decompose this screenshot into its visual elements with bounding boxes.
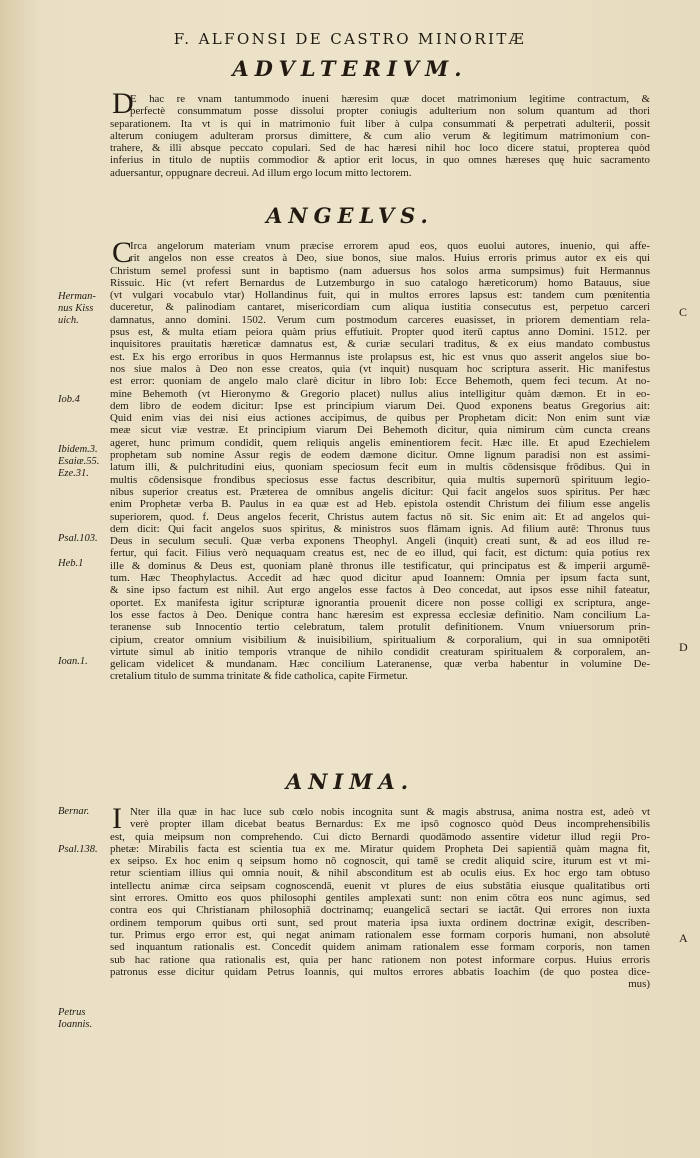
text-line: retur scientiam illius qui omnia nouit, & nihil absconditum est ab oculis eius. Ex hoc ergo tam obtuso [110, 867, 650, 880]
text-line: inquisitores prauitatis hæreticæ damnatus est, & curiæ seculari traditus, & ex eius mandato combustus [110, 338, 650, 351]
text-line: Christum semel professi sunt in baptismo (nam aduersus hos solos arma sumpsimus) fuit Hermannus [110, 264, 650, 277]
text-line: ille & dominus & Deus est, quoniam planè thronus ille testificatur, qui principatus est & imperii argumē- [110, 559, 650, 572]
margin-note: nus Kiss [58, 303, 94, 314]
text-line: mine Behemoth (vt Hieronymo & Gregorio placet) nullus alius intelligitur quàm dæmon. Et in eo- [110, 387, 650, 400]
text-line: patronus esse dicitur quidam Petrus Ioannis, qui multos errores abbatis Ioachim (de quo postea dice- [110, 965, 650, 978]
text-line: alterum coniugem adulteram prorsus dimittere, & cum alio verum & legitimum matrimonium con- [110, 129, 650, 142]
text-line: virtute simul ab initio temporis vtranque de nihilo condidit creaturam spiritualem & corporalem, an- [110, 645, 650, 658]
text-line: los esse factos à Deo. Denique contra hanc hæresim est expressa ecclesiæ definitio. Nam concilium La- [110, 608, 650, 621]
text-line: ex seipso. Ex hoc enim q seipsum homo nō cognoscit, qui tamē se credit aliquid scire, iturum est vt mi- [110, 855, 650, 868]
text-line: Nter illa quæ in hac luce sub cœlo nobis incognita sunt & magis abstrusa, anima nostra est, adeò vt [130, 806, 650, 818]
margin-note: Psal.138. [58, 844, 98, 855]
paragraph-adulterium [110, 93, 650, 179]
text-line: Rissuic. Hic (vt refert Bernardus de Lutzemburgo in suo catalogo hæreticorum) homo Batauus, siue [110, 276, 650, 289]
text-line: latum illi, & pulchritudini eius, quoniam speciosum fecit eum in multis cōdensisque frōdibus. Qui in [110, 461, 650, 474]
margin-note: uich. [58, 315, 79, 326]
section-heading-anima: ANIMA. [285, 769, 415, 794]
margin-note: Herman- [58, 291, 96, 302]
text-line: Irca angelorum materiam vnum præcise errorem apud eos, quos euolui autores, inuenio, qui affe- [130, 240, 650, 252]
section-heading-angelus: ANGELVS. [266, 203, 434, 228]
text-line: est error: quoniam de angelo malo clarè dicitur in libro Iob: Ecce Behemoth, quem feci tecum. At no- [110, 375, 650, 388]
dropcap: C [112, 236, 133, 269]
text-line: gelicam videlicet & mundanam. Hæc concilium Lateranense, quæ verba habentur in volumine De- [110, 658, 650, 671]
margin-note: Psal.103. [58, 533, 98, 544]
text-line: enim Prophetæ verba B. Paulus in ea quæ est ad Heb. epistola ostendit Christum dei filium esse angelis [110, 498, 650, 511]
margin-note: Bernar. [58, 806, 90, 817]
section-letter-c: C [679, 305, 688, 319]
text-line: cipium, creator omnium visibilium & inuisibilium, spiritualium & corporalium, qui in sua omnipotēti [110, 633, 650, 646]
text-line: teranense sub Innocentio tertio celebratum, talem protulit definitionem. Vnum vniuersorum prin- [110, 621, 650, 634]
text-line: ageret, hunc primum condidit, quem reliquis angelis eminentiorem fecit. Hæc ille. Et apud Ezechielem [110, 436, 650, 449]
text-line: multis cōdensisque frondibus speciosus esse factus describitur, quia multis supernorū spirituum legio- [110, 473, 650, 486]
text-line: dem libro de eodem dicitur: Ipse est principium viarum Dei. Quod exponens beatus Gregorius ait: [110, 399, 650, 412]
text-line: perfectè consummatum posse dissolui propter coniugis adulterium non solum quantum ad thori [130, 105, 650, 118]
text-line: prophetam sub nomine Assur regis de eodem dæmone dicitur. Omne lignum paradisi non est assimi- [110, 449, 650, 462]
text-line: intellectu animæ circa seipsam cognoscendā, euenit vt plures de eius substātia eiusque qualitatibus orti [110, 879, 650, 892]
margin-note: Ioan.1. [58, 656, 88, 667]
text-line: fertur, qui facit. Filius verò nequaquam creatus est, nec de eo illud, qui facit, est dictum: quia potius rex [110, 547, 650, 560]
text-line: aduersantur, oppugnare decreui. Ad illum ergo locum mitto lectorem. [110, 166, 412, 179]
text-line: duceretur, & palinodiam cantaret, misericordiam cum aliqua iustitia consecutus est, perpetuo carceri [110, 301, 650, 314]
text-line: rit angelos non esse creatos à Deo, siue bonos, siue malos. Huius erroris primus autor ex eis qui [130, 252, 650, 265]
text-line: & sine ipso factum est nihil. Aut ergo angelos esse factos à Deo concedat, aut ipsos esse nihil fateatur, [110, 584, 650, 597]
text-line: superiorem, quod. f. Deus angelos fecerit, Christus autem factus nō sit. Sic enim ait: Et ad angelos qui- [110, 510, 650, 523]
text-line: (vt vulgari vocabulo vtar) Hollandinus fuit, qui in multos errores lapsus est: tandem cum pœnitentia [110, 289, 650, 302]
text-line: verè propter illam dicebat beatus Bernardus: Ex me ipsō cognosco quòd Deus incomprehensibilis [130, 818, 650, 831]
text-line: sed inquantum rationalis est. Concedit quidem animam rationalem esse formam corporis, non tamen [110, 941, 650, 954]
text-line: meæ sicut viæ vestræ. Et principium viarum Dei Behemoth dicitur, quia nimirum cùm cuncta creans [110, 424, 650, 437]
text-line: psus est, & multa etiam peiora quàm prius effutiuit. Propter quod iterū captus anno Domini. 1512. per [110, 326, 650, 339]
margin-note: Ibidem.3. [58, 444, 98, 455]
paragraph-anima [110, 802, 650, 991]
text-line: Deus in seculum seculi. Quæ verba exponens Theophyl. Angeli (inquit) creati sunt, & ad eos illud re- [110, 535, 650, 548]
running-head: F. ALFONSI DE CASTRO MINORITÆ [173, 30, 527, 48]
text-line: trahere, & illi absque peccato copulari. Sed de hac hæresi nihil hoc loco dicere statui, propterea quòd [110, 142, 650, 155]
text-line: mus) [628, 978, 650, 991]
text-line: cretalium titulo de summa trinitate & fide catholica, capite Firmetur. [110, 670, 408, 683]
paragraph-angelus [110, 236, 650, 683]
text-line: dem dicit: Qui facit angelos suos spiritus, & ministros suos flāmam ignis. Ad filium autē: Thronus tuus [110, 522, 650, 535]
text-line: nibus superior creatus est. Præterea de omnibus angelis dicitur: Qui facit angelos suos spiritus. Per hæc [110, 485, 650, 498]
text-line: ordinem temporum quibus orti sunt, sed prout materia ipsa iuxta ordinem doctrinæ exigit, describen- [110, 916, 650, 929]
margin-note: Eze.31. [58, 468, 89, 479]
margin-note: Petrus [58, 1007, 86, 1018]
margin-note: Esaiæ.55. [58, 456, 100, 467]
margin-note: Iob.4 [58, 394, 80, 405]
section-letter-a: A [679, 931, 688, 945]
text-line: separationem. Ita vt is qui in matrimonio fuit liber à culpa consummati & perpetrati adulterii, possit [110, 117, 650, 130]
margin-note: Ioannis. [58, 1019, 93, 1030]
text-line: E hac re vnam tantummodo inueni hæresim quæ docet matrimonium legitime contractum, & [130, 93, 650, 105]
text-line: phetæ: Mirabilis facta est scientia tua ex me. Miratur quidem Propheta Dei sapientiā quàm magna fit, [110, 842, 650, 855]
dropcap: D [112, 87, 134, 120]
text-line: sub hac ratione qua rationalis est, quia per hanc rationem non potest informare corpus. Huius erroris [110, 953, 650, 966]
text-line: contra eos qui Christianam philosophiā doctrinamq; euangelicā sectari se iactāt. Qui errores non iuxta [110, 904, 650, 917]
section-letter-d: D [679, 640, 688, 654]
margin-note: Heb.1 [58, 558, 84, 569]
text-line: nos siue malos à Deo non esse creatos, quia (vt inquit) nusquam hoc scriptura asserit. Hic manifestus [110, 362, 650, 375]
text-line: inferius in titulo de nuptiis commodior & aptior erit locus, in quo omnes hæreses quę huic sacramento [110, 154, 650, 167]
text-line: tur. Primus ergo error est, qui negat animam rationalem esse formam corporis humani, non absolutè [110, 928, 650, 941]
section-heading-adulterium: ADVLTERIVM. [232, 56, 468, 81]
text-line: tum. Hæc Theophylactus. Accedit ad hæc quod dicitur apud Ioannem: Omnia per ipsum facta sunt, [110, 572, 650, 585]
text-line: sint errores. Omitto eos quos philosophi gentiles amplexati sunt: non enim cōtra eos nunc agimus, sed [110, 892, 650, 905]
text-line: est. Ex his ergo erroribus in quos Hermannus iste prolapsus est, hic est vnus quo asserit angelos siue bo- [110, 350, 650, 363]
text-line: Quid enim vias dei nisi eius actiones accipimus, de quibus per Prophetam dicit: Non enim sunt viæ [110, 412, 650, 425]
text-line: oportet. Ex manifesta igitur scripturæ ignorantia prouenit dicere non posse colligi ex scriptura, ange- [110, 596, 650, 609]
text-line: est, quia meipsum non comprehendo. Cui dicto Bernardi quodāmodo assentire videtur illud regii Pro- [110, 830, 650, 843]
text-line: damnatus, anno domini. 1502. Verum cum postmodum carceres euasisset, in priorem dementiam rela- [110, 313, 650, 326]
dropcap: I [112, 802, 122, 835]
